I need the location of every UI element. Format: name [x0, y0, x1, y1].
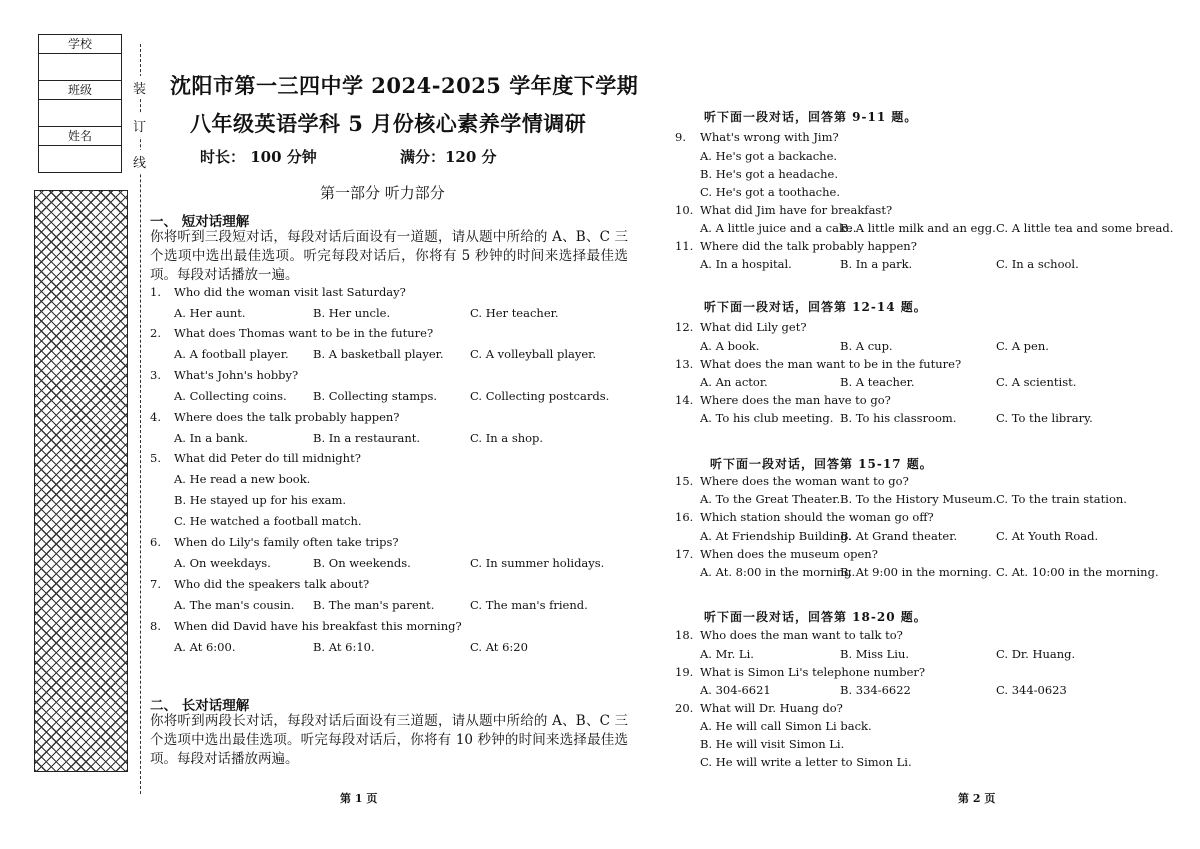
- question-number: 7.: [150, 577, 161, 591]
- answer-option: C. At. 10:00 in the morning.: [996, 565, 1159, 579]
- answer-option: C. In a shop.: [470, 431, 544, 445]
- answer-option: B. A cup.: [840, 339, 893, 353]
- answer-option: A. He will call Simon Li back.: [700, 719, 872, 733]
- answer-option: B. At 6:10.: [313, 640, 375, 654]
- answer-option: A. On weekdays.: [174, 556, 271, 570]
- answer-option: C. At 6:20: [470, 640, 528, 654]
- answer-option: A. A football player.: [174, 347, 289, 361]
- exam-full-score: 满分：120 分: [400, 148, 497, 166]
- question-stem: Who did the speakers talk about?: [174, 577, 370, 591]
- dialogue-group-heading: 听下面一段对话，回答第 12-14 题。: [704, 300, 927, 314]
- school-label: 学校: [39, 35, 121, 54]
- answer-option: C. A little tea and some bread.: [996, 221, 1174, 235]
- question-number: 11.: [675, 239, 694, 253]
- question-stem: When did David have his breakfast this morning?: [174, 619, 462, 633]
- question-stem: What will Dr. Huang do?: [700, 701, 843, 715]
- answer-option: A. In a bank.: [174, 431, 248, 445]
- exam-duration: 时长： 100 分钟: [200, 148, 317, 166]
- answer-option: A. At Friendship Building.: [700, 529, 852, 543]
- question-stem: What does Thomas want to be in the future?: [174, 326, 434, 340]
- question-stem: Which station should the woman go off?: [700, 510, 934, 524]
- answer-option: B. Collecting stamps.: [313, 389, 438, 403]
- page2-footer: 第 2 页: [958, 792, 996, 805]
- answer-option: A. At. 8:00 in the morning.: [700, 565, 856, 579]
- answer-option: B. A teacher.: [840, 375, 915, 389]
- student-info-box: [38, 34, 122, 173]
- answer-option: C. Her teacher.: [470, 306, 559, 320]
- answer-option: B. Miss Liu.: [840, 647, 910, 661]
- question-number: 15.: [675, 474, 694, 488]
- answer-option: C. Dr. Huang.: [996, 647, 1076, 661]
- section1-heading: 一、 短对话理解: [150, 214, 250, 230]
- question-stem: What did Lily get?: [700, 320, 807, 334]
- answer-option: B. A basketball player.: [313, 347, 444, 361]
- question-number: 3.: [150, 368, 161, 382]
- section1-instructions: 你将听到三段短对话，每段对话后面设有一道题，请从题中所给的 A、B、C 三个选项中选出最佳选项。听完每段对话后，你将有 5 秒钟的时间来选择最佳选项。每段对话播放一遍。: [150, 229, 628, 283]
- question-number: 9.: [675, 130, 686, 144]
- question-stem: What did Peter do till midnight?: [174, 451, 361, 465]
- answer-option: B. To his classroom.: [840, 411, 957, 425]
- question-stem: Where did the talk probably happen?: [700, 239, 917, 253]
- question-stem: When does the museum open?: [700, 547, 878, 561]
- question-number: 18.: [675, 628, 694, 642]
- answer-option: B. He's got a headache.: [700, 167, 838, 181]
- school-blank: [39, 54, 121, 80]
- question-number: 5.: [150, 451, 161, 465]
- question-number: 8.: [150, 619, 161, 633]
- answer-option: B. He stayed up for his exam.: [174, 493, 347, 507]
- answer-option: A. Mr. Li.: [700, 647, 754, 661]
- question-stem: Who did the woman visit last Saturday?: [174, 285, 406, 299]
- answer-option: C. A pen.: [996, 339, 1049, 353]
- question-stem: What did Jim have for breakfast?: [700, 203, 893, 217]
- answer-option: B. At Grand theater.: [840, 529, 958, 543]
- exam-title-line2: 八年级英语学科 5 月份核心素养学情调研: [190, 111, 587, 136]
- page1-footer: 第 1 页: [340, 792, 378, 805]
- question-number: 20.: [675, 701, 694, 715]
- question-number: 10.: [675, 203, 694, 217]
- question-number: 12.: [675, 320, 694, 334]
- answer-option: A. The man's cousin.: [174, 598, 295, 612]
- answer-option: C. 344-0623: [996, 683, 1067, 697]
- answer-option: B. 334-6622: [840, 683, 911, 697]
- answer-option: A. Her aunt.: [174, 306, 246, 320]
- answer-option: A. An actor.: [700, 375, 768, 389]
- binding-char-zhuang: 装: [133, 76, 146, 99]
- question-number: 6.: [150, 535, 161, 549]
- answer-option: C. He watched a football match.: [174, 514, 362, 528]
- question-stem: Where does the talk probably happen?: [174, 410, 400, 424]
- name-blank: [39, 146, 121, 172]
- answer-option: C. A volleyball player.: [470, 347, 597, 361]
- answer-option: A. He's got a backache.: [700, 149, 838, 163]
- hatched-binding-strip: [34, 190, 128, 772]
- dialogue-group-heading: 听下面一段对话，回答第 18-20 题。: [704, 610, 927, 624]
- binding-char-ding: 订: [133, 114, 146, 137]
- answer-option: C. In summer holidays.: [470, 556, 605, 570]
- exam-title-line1: 沈阳市第一三四中学 2024-2025 学年度下学期: [170, 73, 639, 98]
- answer-option: C. He will write a letter to Simon Li.: [700, 755, 912, 769]
- answer-option: C. Collecting postcards.: [470, 389, 610, 403]
- answer-option: A. Collecting coins.: [174, 389, 287, 403]
- dialogue-group-heading: 听下面一段对话，回答第 9-11 题。: [704, 110, 918, 124]
- answer-option: C. He's got a toothache.: [700, 185, 840, 199]
- question-number: 17.: [675, 547, 694, 561]
- question-number: 16.: [675, 510, 694, 524]
- answer-option: C. To the train station.: [996, 492, 1127, 506]
- answer-option: A. To the Great Theater.: [700, 492, 841, 506]
- answer-option: B. The man's parent.: [313, 598, 435, 612]
- answer-option: A. At 6:00.: [174, 640, 236, 654]
- question-stem: What does the man want to be in the future?: [700, 357, 962, 371]
- question-number: 4.: [150, 410, 161, 424]
- class-label: 班级: [39, 80, 121, 100]
- answer-option: B. On weekends.: [313, 556, 411, 570]
- class-blank: [39, 100, 121, 126]
- question-stem: What's John's hobby?: [174, 368, 299, 382]
- answer-option: A. In a hospital.: [700, 257, 792, 271]
- question-number: 19.: [675, 665, 694, 679]
- name-label: 姓名: [39, 126, 121, 146]
- answer-option: A. He read a new book.: [174, 472, 311, 486]
- answer-option: B. A little milk and an egg.: [840, 221, 996, 235]
- answer-option: B. To the History Museum.: [840, 492, 997, 506]
- question-stem: What's wrong with Jim?: [700, 130, 839, 144]
- answer-option: B. At 9:00 in the morning.: [840, 565, 992, 579]
- answer-option: A. 304-6621: [700, 683, 771, 697]
- question-stem: Where does the man have to go?: [700, 393, 891, 407]
- part-title: 第一部分 听力部分: [320, 184, 445, 202]
- question-number: 13.: [675, 357, 694, 371]
- answer-option: B. In a restaurant.: [313, 431, 421, 445]
- answer-option: A. To his club meeting.: [700, 411, 834, 425]
- answer-option: C. A scientist.: [996, 375, 1077, 389]
- question-number: 2.: [150, 326, 161, 340]
- binding-char-xian: 线: [133, 150, 146, 173]
- answer-option: A. A book.: [700, 339, 760, 353]
- section2-instructions: 你将听到两段长对话，每段对话后面设有三道题，请从题中所给的 A、B、C 三个选项中选出最佳选项。听完每段对话后，你将有 10 秒钟的时间来选择最佳选项。每段对话播放两遍。: [150, 713, 628, 767]
- answer-option: C. At Youth Road.: [996, 529, 1099, 543]
- question-number: 1.: [150, 285, 161, 299]
- question-stem: When do Lily's family often take trips?: [174, 535, 399, 549]
- answer-option: C. In a school.: [996, 257, 1079, 271]
- question-stem: Who does the man want to talk to?: [700, 628, 903, 642]
- question-number: 14.: [675, 393, 694, 407]
- section2-heading: 二、 长对话理解: [150, 698, 250, 714]
- answer-option: B. In a park.: [840, 257, 913, 271]
- answer-option: C. The man's friend.: [470, 598, 588, 612]
- answer-option: B. He will visit Simon Li.: [700, 737, 845, 751]
- answer-option: A. A little juice and a cake.: [700, 221, 857, 235]
- answer-option: B. Her uncle.: [313, 306, 391, 320]
- question-stem: What is Simon Li's telephone number?: [700, 665, 926, 679]
- answer-option: C. To the library.: [996, 411, 1093, 425]
- dialogue-group-heading: 听下面一段对话，回答第 15-17 题。: [710, 457, 933, 471]
- question-stem: Where does the woman want to go?: [700, 474, 909, 488]
